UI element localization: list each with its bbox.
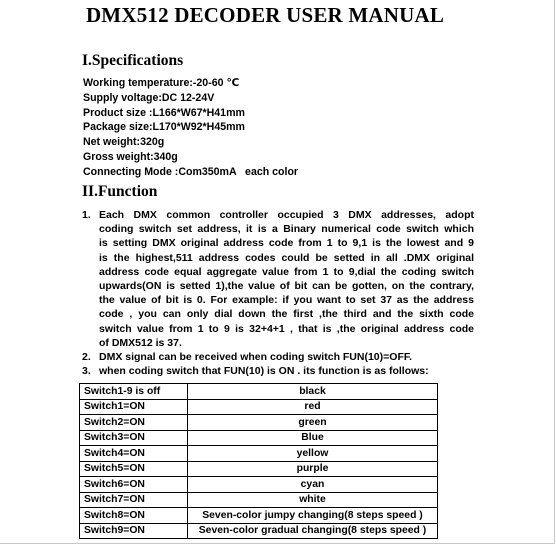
item-text: DMX signal can be received when coding switch FUN(10)=OFF. <box>99 351 413 364</box>
item-line: upwards(ON is setted 1),the value of bit can be gotten, on the contrary, <box>99 280 474 293</box>
table-row <box>80 461 438 477</box>
item-line: is setting DMX original address code from 1 to 9,1 is the lowest and 9 <box>99 237 474 250</box>
item-number: 1. <box>82 209 91 221</box>
function-cell: black <box>188 384 438 400</box>
document-title: DMX512 DECODER USER MANUAL <box>85 3 445 27</box>
spec-connecting-mode: Connecting Mode :Com350mA each color <box>83 165 299 178</box>
table-row <box>80 430 438 446</box>
item-line: of DMX512 is 37. <box>99 336 182 349</box>
table-row <box>80 508 438 524</box>
switch-cell: Switch2=ON <box>80 415 188 431</box>
item-line: the value of bit is 0. For example: if you want to set 37 as the address <box>99 294 474 307</box>
switch-cell: Switch1-9 is off <box>80 384 188 400</box>
function-cell: Seven-color jumpy changing(8 steps speed ) <box>188 508 438 524</box>
switch-function-table <box>79 383 438 539</box>
switch-cell: Switch3=ON <box>80 430 188 446</box>
spec-product-size: Product size :L166*W67*H41mm <box>83 106 245 119</box>
item-line: address code equal aggregate value from 1 to 9,dial the coding switch <box>99 265 474 278</box>
table-row <box>80 415 438 431</box>
spec-gross-weight: Gross weight:340g <box>83 150 178 163</box>
switch-cell: Switch6=ON <box>80 477 188 493</box>
spec-supply-voltage: Supply voltage:DC 12-24V <box>83 91 215 104</box>
specifications-list <box>83 76 298 180</box>
item-number: 2. <box>82 351 91 364</box>
function-cell: purple <box>188 461 438 477</box>
switch-cell: Switch7=ON <box>80 492 188 508</box>
switch-cell: Switch9=ON <box>80 523 188 539</box>
table-row <box>80 446 438 462</box>
spec-net-weight: Net weight:320g <box>83 136 165 149</box>
switch-cell: Switch4=ON <box>80 446 188 462</box>
function-item-3 <box>82 364 474 378</box>
switch-cell: Switch1=ON <box>80 399 188 415</box>
table-row <box>80 492 438 508</box>
table-row <box>80 399 438 415</box>
function-list <box>82 208 474 378</box>
item-number: 3. <box>82 365 91 378</box>
table-row <box>80 384 438 400</box>
spec-package-size: Package size:L170*W92*H45mm <box>83 121 245 134</box>
switch-cell: Switch5=ON <box>80 461 188 477</box>
item-line: Each DMX common controller occupied 3 DMX addresses, adopt <box>99 209 474 221</box>
item-text: when coding switch that FUN(10) is ON . its function is as follows: <box>99 365 429 378</box>
function-cell: green <box>188 415 438 431</box>
function-item-2 <box>82 350 474 364</box>
function-heading: II.Function <box>82 183 158 200</box>
switch-cell: Switch8=ON <box>80 508 188 524</box>
spec-working-temperature: Working temperature:-20-60 ℃ <box>83 77 240 89</box>
table-row <box>80 477 438 493</box>
function-cell: red <box>188 399 438 415</box>
item-line: coding switch set address, it is a Binary numerical code switch which <box>99 223 474 236</box>
item-line: is the highest,511 address codes could be setted in all .DMX original <box>99 251 474 264</box>
table-row <box>80 523 438 539</box>
function-item-1 <box>82 208 474 350</box>
function-cell: Blue <box>188 430 438 446</box>
function-cell: cyan <box>188 477 438 493</box>
specifications-heading: I.Specifications <box>82 52 184 69</box>
function-cell: white <box>188 492 438 508</box>
item-line: code , you can only dial down the first ,the third and the sixth code <box>99 308 474 321</box>
item-line: switch value from 1 to 9 is 32+4+1 , that is ,the original address code <box>99 322 474 335</box>
function-cell: yellow <box>188 446 438 462</box>
function-cell: Seven-color gradual changing(8 steps speed ) <box>188 523 438 539</box>
